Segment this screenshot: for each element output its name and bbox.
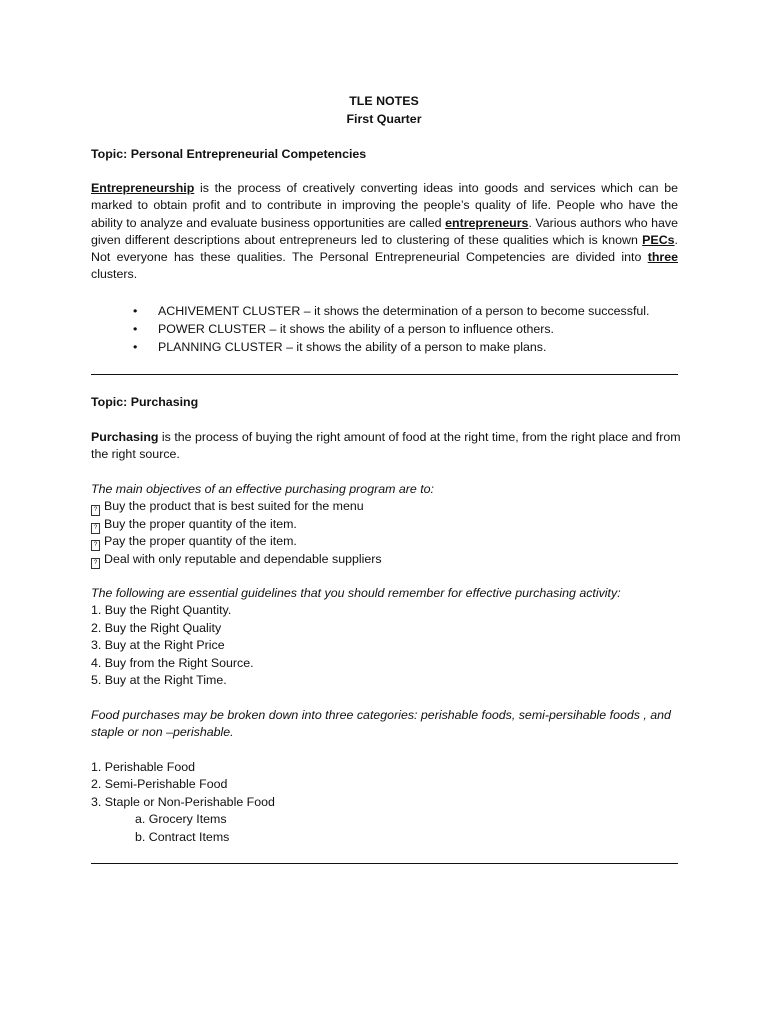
bullet-icon: • <box>133 340 138 355</box>
page-title: TLE NOTES <box>349 94 419 108</box>
list-item: • ACHIVEMENT CLUSTER – it shows the determination of a person to become successful. <box>133 302 693 320</box>
cluster-list <box>133 302 693 357</box>
guidelines-intro: The following are essential guidelines that you should remember for effective purchasing activity: <box>91 586 621 600</box>
section-divider <box>91 863 678 864</box>
list-item: 3. Staple or Non-Perishable Food <box>91 794 275 809</box>
missing-glyph-icon: ? <box>91 540 100 551</box>
sub-list-item: b. Contract Items <box>135 829 230 844</box>
page-subtitle: First Quarter <box>346 112 422 126</box>
paragraph-text: . Not everyone has these qualities. The Personal Entrepreneurial Competencies are divided into <box>91 232 678 265</box>
paragraph-purchasing <box>91 429 691 464</box>
term-pecs: PECs <box>642 232 675 247</box>
term-entrepreneurs: entrepreneurs <box>445 215 529 230</box>
section-divider <box>91 374 678 375</box>
topic-heading-pec: Topic: Personal Entrepreneurial Competencies <box>91 147 367 161</box>
bullet-icon: • <box>133 304 138 318</box>
list-item: 4. Buy from the Right Source. <box>91 655 254 670</box>
paragraph-text: clusters. <box>91 267 138 282</box>
list-item: ? Deal with only reputable and dependable suppliers <box>91 551 678 568</box>
list-item: 5. Buy at the Right Time. <box>91 672 227 687</box>
topic-heading-purchasing: Topic: Purchasing <box>91 395 199 409</box>
term-three: three <box>647 250 678 265</box>
objectives-block <box>91 481 678 568</box>
categories-intro: Food purchases may be broken down into three categories: perishable foods, semi-persihable foods , and staple or non –perishable. <box>91 708 671 740</box>
term-entrepreneurship: Entrepreneurship <box>91 181 195 195</box>
paragraph-entrepreneurship <box>91 180 678 284</box>
paragraph-text: . Various authors who have given different descriptions about entrepreneurs led to clustering of these qualities which is known <box>91 215 679 247</box>
list-item: 1. Perishable Food <box>91 760 196 774</box>
list-item: ? Pay the proper quantity of the item. <box>91 533 678 550</box>
list-item: • PLANNING CLUSTER – it shows the ability of a person to make plans. <box>133 338 693 356</box>
missing-glyph-icon: ? <box>91 558 100 569</box>
list-item: ? Buy the proper quantity of the item. <box>91 516 678 533</box>
bullet-icon: • <box>133 322 138 337</box>
list-item: 1. Buy the Right Quantity. <box>91 603 232 618</box>
guidelines-block <box>91 585 678 689</box>
objectives-intro: The main objectives of an effective purchasing program are to: <box>91 482 434 496</box>
categories-block <box>91 759 678 846</box>
list-item: 2. Buy the Right Quality <box>91 620 222 635</box>
missing-glyph-icon: ? <box>91 505 100 516</box>
list-item: 2. Semi-Perishable Food <box>91 777 228 792</box>
term-purchasing: Purchasing <box>91 430 159 444</box>
paragraph-text: is the process of creatively converting ideas into goods and services which can be marked to obtain profit and to contribute in improving the people’s quality of life. People who have the ability to analyze and evaluate business opportunities are called <box>91 181 678 230</box>
missing-glyph-icon: ? <box>91 523 100 534</box>
list-item: ? Buy the product that is best suited for the menu <box>91 498 678 515</box>
sub-list-item: a. Grocery Items <box>135 812 227 827</box>
list-item: • POWER CLUSTER – it shows the ability of a person to influence others. <box>133 320 693 338</box>
list-item: 3. Buy at the Right Price <box>91 638 225 653</box>
paragraph-text: is the process of buying the right amount of food at the right time, from the right place and from the right source. <box>91 430 681 462</box>
